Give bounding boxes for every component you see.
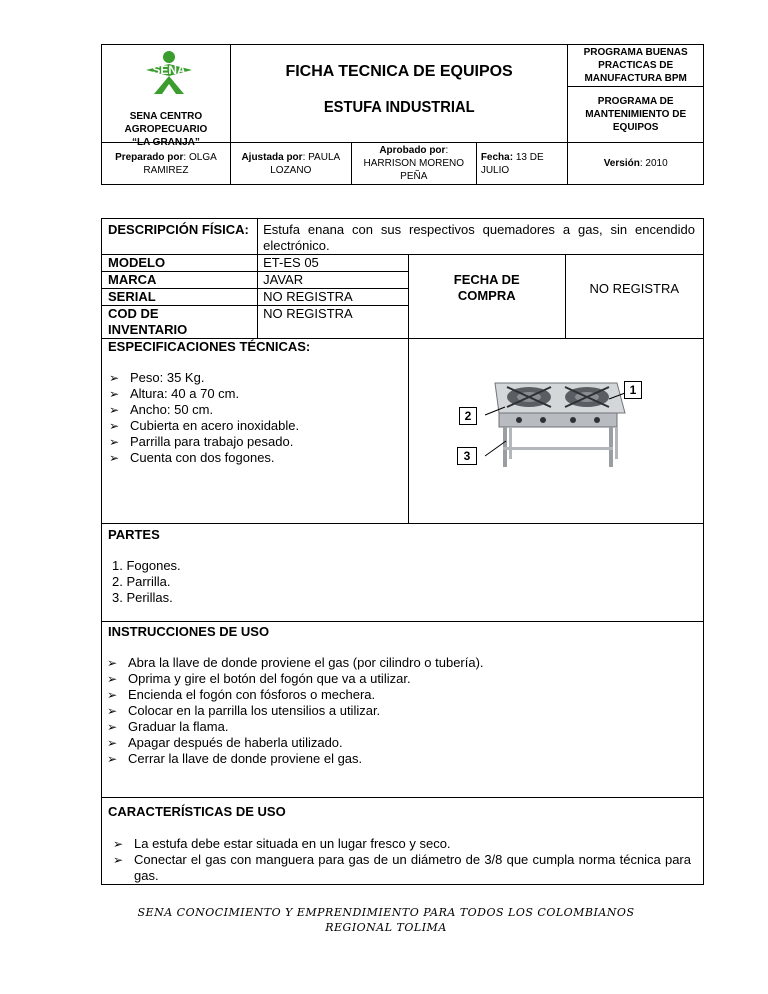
- callout-lines: [409, 339, 703, 523]
- approved-value: : HARRISON MORENO PEÑA: [363, 145, 465, 182]
- main-table: [101, 218, 704, 885]
- arrow-bullet-icon: ➢: [113, 837, 124, 851]
- prepared-label: Preparado por: [115, 151, 184, 163]
- org-name-line1: SENA CENTRO: [129, 110, 203, 122]
- header-table: [101, 44, 704, 185]
- specs-title: ESPECIFICACIONES TÉCNICAS:: [108, 339, 311, 354]
- list-item: ➢ Cubierta en acero inoxidable.: [109, 418, 300, 433]
- arrow-bullet-icon: ➢: [109, 451, 120, 465]
- logo-cell: [102, 45, 231, 148]
- program1-text: PROGRAMA BUENAS PRACTICAS DE MANUFACTURA BPM: [583, 47, 688, 84]
- title-cell: [230, 45, 567, 143]
- instructions-list: [100, 655, 703, 767]
- list-item: ➢ Abra la llave de donde proviene el gas (por cilindro o tubería).: [107, 655, 484, 670]
- arrow-bullet-icon: ➢: [107, 720, 118, 734]
- instructions-cell: [102, 622, 704, 798]
- arrow-bullet-icon: ➢: [109, 435, 120, 449]
- footer: [108, 905, 664, 935]
- program1-cell: [568, 45, 704, 87]
- list-item: ➢ La estufa debe estar situada en un lugar fresco y seco.: [113, 836, 451, 851]
- parts-title: PARTES: [108, 527, 160, 542]
- prepared-value: : OLGA RAMIREZ: [143, 151, 217, 176]
- org-name-line2: AGROPECUARIO: [124, 123, 208, 135]
- list-item: ➢ Cuenta con dos fogones.: [109, 450, 275, 465]
- arrow-bullet-icon: ➢: [107, 752, 118, 766]
- characteristics-cell: [102, 798, 704, 885]
- model-value: ET-ES 05: [258, 255, 409, 272]
- arrow-bullet-icon: ➢: [109, 387, 120, 401]
- adjusted-value: : PAULA LOZANO: [270, 151, 341, 176]
- prepared-cell: [102, 143, 231, 185]
- footer-line2: REGIONAL TOLIMA: [325, 921, 447, 934]
- arrow-bullet-icon: ➢: [107, 704, 118, 718]
- arrow-bullet-icon: ➢: [109, 371, 120, 385]
- list-item: 1. Fogones.: [112, 558, 181, 573]
- purchase-date-label: FECHA DE COMPRA: [408, 255, 565, 339]
- sena-logo: [140, 50, 198, 96]
- adjusted-label: Ajustada por: [241, 151, 303, 163]
- list-item: ➢ Encienda el fogón con fósforos o mechera.: [107, 687, 376, 702]
- parts-list: [108, 558, 703, 606]
- approved-cell: [351, 143, 476, 185]
- product-image-cell: [408, 339, 703, 524]
- serial-value: NO REGISTRA: [258, 289, 409, 306]
- list-item: ➢ Parrilla para trabajo pesado.: [109, 434, 294, 449]
- specs-cell: [102, 339, 409, 524]
- arrow-bullet-icon: ➢: [113, 853, 124, 867]
- org-name-line3: “LA GRANJA”: [131, 136, 200, 148]
- arrow-bullet-icon: ➢: [109, 419, 120, 433]
- arrow-bullet-icon: ➢: [107, 736, 118, 750]
- adjusted-cell: [230, 143, 351, 185]
- purchase-date-value: NO REGISTRA: [565, 255, 704, 339]
- date-value: 13 DE JULIO: [480, 151, 544, 176]
- callout-3: 3: [457, 447, 477, 465]
- model-label: MODELO: [102, 255, 258, 272]
- callout-1: 1: [624, 381, 642, 399]
- list-item: ➢ Colocar en la parrilla los utensilios a utilizar.: [107, 703, 381, 718]
- document-subtitle: ESTUFA INDUSTRIAL: [323, 99, 475, 116]
- list-item: ➢ Apagar después de haberla utilizado.: [107, 735, 343, 750]
- version-cell: [568, 143, 704, 185]
- parts-cell: [102, 524, 704, 622]
- program2-cell: [568, 87, 704, 143]
- list-item: ➢ Oprima y gire el botón del fogón que va a utilizar.: [107, 671, 411, 686]
- instructions-title: INSTRUCCIONES DE USO: [108, 624, 270, 639]
- description-label: DESCRIPCIÓN FÍSICA:: [102, 219, 258, 255]
- arrow-bullet-icon: ➢: [107, 688, 118, 702]
- list-item: ➢ Altura: 40 a 70 cm.: [109, 386, 240, 401]
- list-item: ➢ Peso: 35 Kg.: [109, 370, 205, 385]
- characteristics-title: CARACTERÍSTICAS DE USO: [108, 804, 286, 819]
- arrow-bullet-icon: ➢: [109, 403, 120, 417]
- footer-line1: SENA CONOCIMIENTO Y EMPRENDIMIENTO PARA TODOS LOS COLOMBIANOS: [137, 906, 635, 919]
- specs-list: [102, 370, 408, 466]
- program2-text: PROGRAMA DE MANTENIMIENTO DE EQUIPOS: [585, 96, 687, 133]
- list-item: ➢ Graduar la flama.: [107, 719, 229, 734]
- inventory-label: COD DE INVENTARIO: [102, 306, 258, 339]
- characteristics-list: [106, 836, 703, 884]
- list-item: 3. Perillas.: [112, 590, 173, 605]
- serial-label: SERIAL: [102, 289, 258, 306]
- arrow-bullet-icon: ➢: [107, 656, 118, 670]
- arrow-bullet-icon: ➢: [107, 672, 118, 686]
- list-item: ➢ Cerrar la llave de donde proviene el gas.: [107, 751, 363, 766]
- date-label: Fecha:: [480, 151, 514, 163]
- list-item: ➢ Ancho: 50 cm.: [109, 402, 214, 417]
- logo-text: SENA: [152, 62, 186, 77]
- document-title: FICHA TECNICA DE EQUIPOS: [285, 63, 513, 80]
- callout-2: 2: [459, 407, 477, 425]
- brand-label: MARCA: [102, 272, 258, 289]
- inventory-value: NO REGISTRA: [258, 306, 409, 339]
- version-value: : 2010: [639, 158, 668, 169]
- approved-label: Aprobado por: [379, 145, 446, 156]
- brand-value: JAVAR: [258, 272, 409, 289]
- list-item: 2. Parrilla.: [112, 574, 171, 589]
- description-value: Estufa enana con sus respectivos quemadores a gas, sin encendido electrónico.: [258, 219, 704, 255]
- list-item: ➢ Conectar el gas con manguera para gas de un diámetro de 3/8 que cumpla norma técnica para gas.: [113, 852, 691, 883]
- date-cell: [476, 143, 568, 185]
- version-label: Versión: [603, 158, 640, 169]
